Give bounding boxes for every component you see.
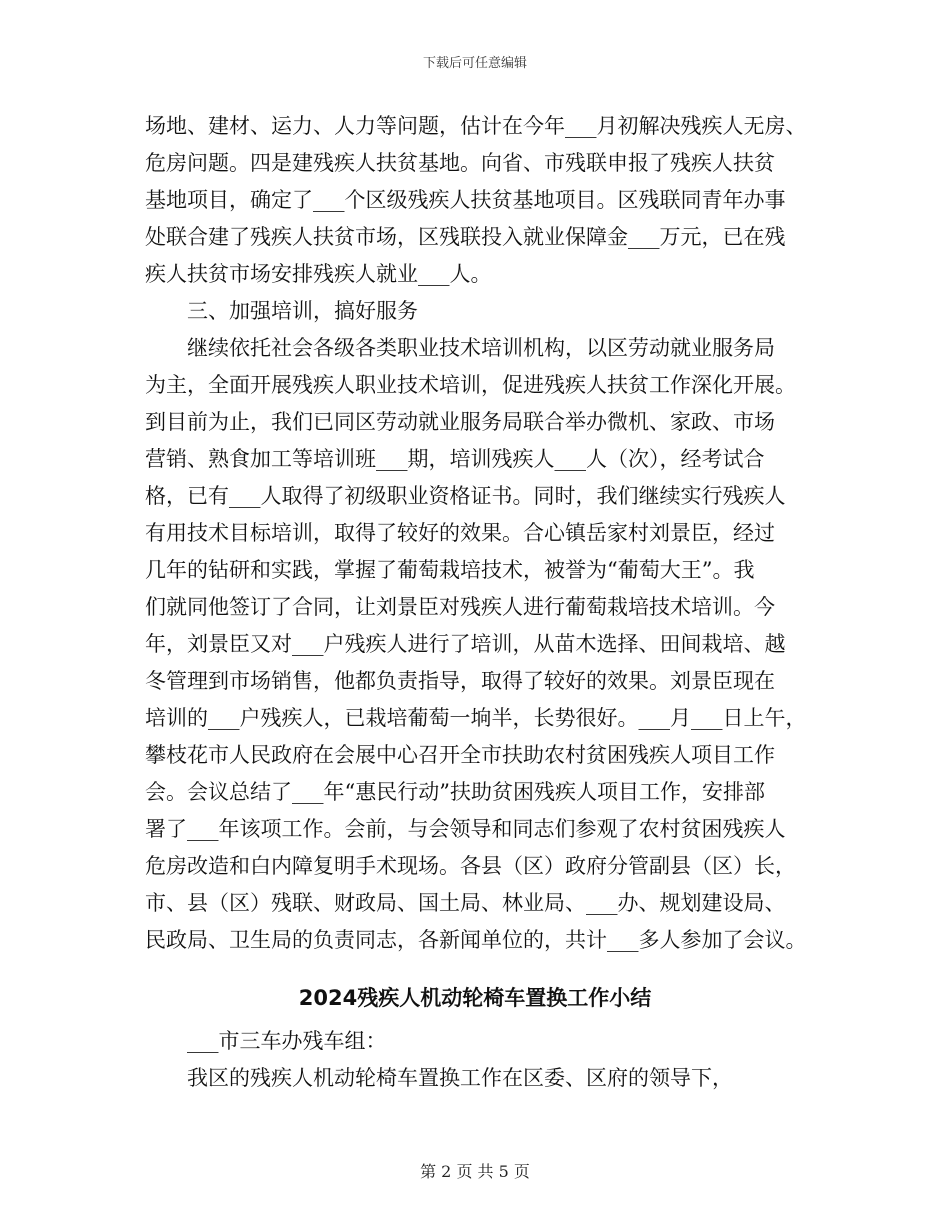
paragraph-line: 场地、建材、运力、人力等问题，估计在今年___月初解决残疾人无房、 xyxy=(145,114,807,138)
paragraph-line: 有用技术目标培训，取得了较好的效果。合心镇岳家村刘景臣，经过 xyxy=(145,521,775,545)
paragraph-line: 疾人扶贫市场安排残疾人就业___人。 xyxy=(145,262,492,286)
paragraph-line: 会。会议总结了___年“惠民行动”扶助贫困残疾人项目工作，安排部 xyxy=(145,780,765,804)
paragraph-line: 几年的钻研和实践，掌握了葡萄栽培技术，被誉为“葡萄大王”。我 xyxy=(145,558,755,582)
paragraph-line: 处联合建了残疾人扶贫市场，区残联投入就业保障金___万元，已在残 xyxy=(145,225,786,249)
paragraph-line: 们就同他签订了合同，让刘景臣对残疾人进行葡萄栽培技术培训。今 xyxy=(145,595,775,619)
paragraph-line: 格，已有___人取得了初级职业资格证书。同时，我们继续实行残疾人 xyxy=(145,484,786,508)
paragraph-line: 营销、熟食加工等培训班___期，培训残疾人___人（次），经考试合 xyxy=(145,447,765,471)
paragraph-line: 为主，全面开展残疾人职业技术培训，促进残疾人扶贫工作深化开展。 xyxy=(145,373,796,397)
paragraph-line: 危房改造和白内障复明手术现场。各县（区）政府分管副县（区）长， xyxy=(145,854,796,878)
paragraph-line: 培训的___户残疾人，已栽培葡萄一垧半，长势很好。___月___日上午， xyxy=(145,706,807,730)
section-title: 2024残疾人机动轮椅车置换工作小结 xyxy=(298,986,652,1010)
paragraph-line: 冬管理到市场销售，他都负责指导，取得了较好的效果。刘景臣现在 xyxy=(145,669,775,693)
page-header: 下载后可任意编辑 xyxy=(422,56,527,71)
paragraph-line: 年，刘景臣又对___户残疾人进行了培训，从苗木选择、田间栽培、越 xyxy=(145,632,786,656)
paragraph-line: 攀枝花市人民政府在会展中心召开全市扶助农村贫困残疾人项目工作 xyxy=(145,743,775,767)
paragraph-line: 到目前为止，我们已同区劳动就业服务局联合举办微机、家政、市场 xyxy=(145,410,775,434)
paragraph-line: 民政局、卫生局的负责同志，各新闻单位的，共计___多人参加了会议。 xyxy=(145,928,807,952)
paragraph-line: 基地项目，确定了___个区级残疾人扶贫基地项目。区残联同青年办事 xyxy=(145,188,786,212)
paragraph-line: 市、县（区）残联、财政局、国土局、林业局、___办、规划建设局、 xyxy=(145,891,786,915)
paragraph-line: 危房问题。四是建残疾人扶贫基地。向省、市残联申报了残疾人扶贫 xyxy=(145,151,775,175)
paragraph-line: 继续依托社会各级各类职业技术培训机构，以区劳动就业服务局 xyxy=(187,336,775,360)
salutation-line: ___市三车办残车组： xyxy=(187,1029,387,1053)
section-heading: 三、加强培训，搞好服务 xyxy=(187,299,418,323)
page-number: 第 2 页 共 5 页 xyxy=(420,1162,530,1181)
paragraph-line: 我区的残疾人机动轮椅车置换工作在区委、区府的领导下， xyxy=(187,1066,733,1090)
paragraph-line: 署了___年该项工作。会前，与会领导和同志们参观了农村贫困残疾人 xyxy=(145,817,786,841)
